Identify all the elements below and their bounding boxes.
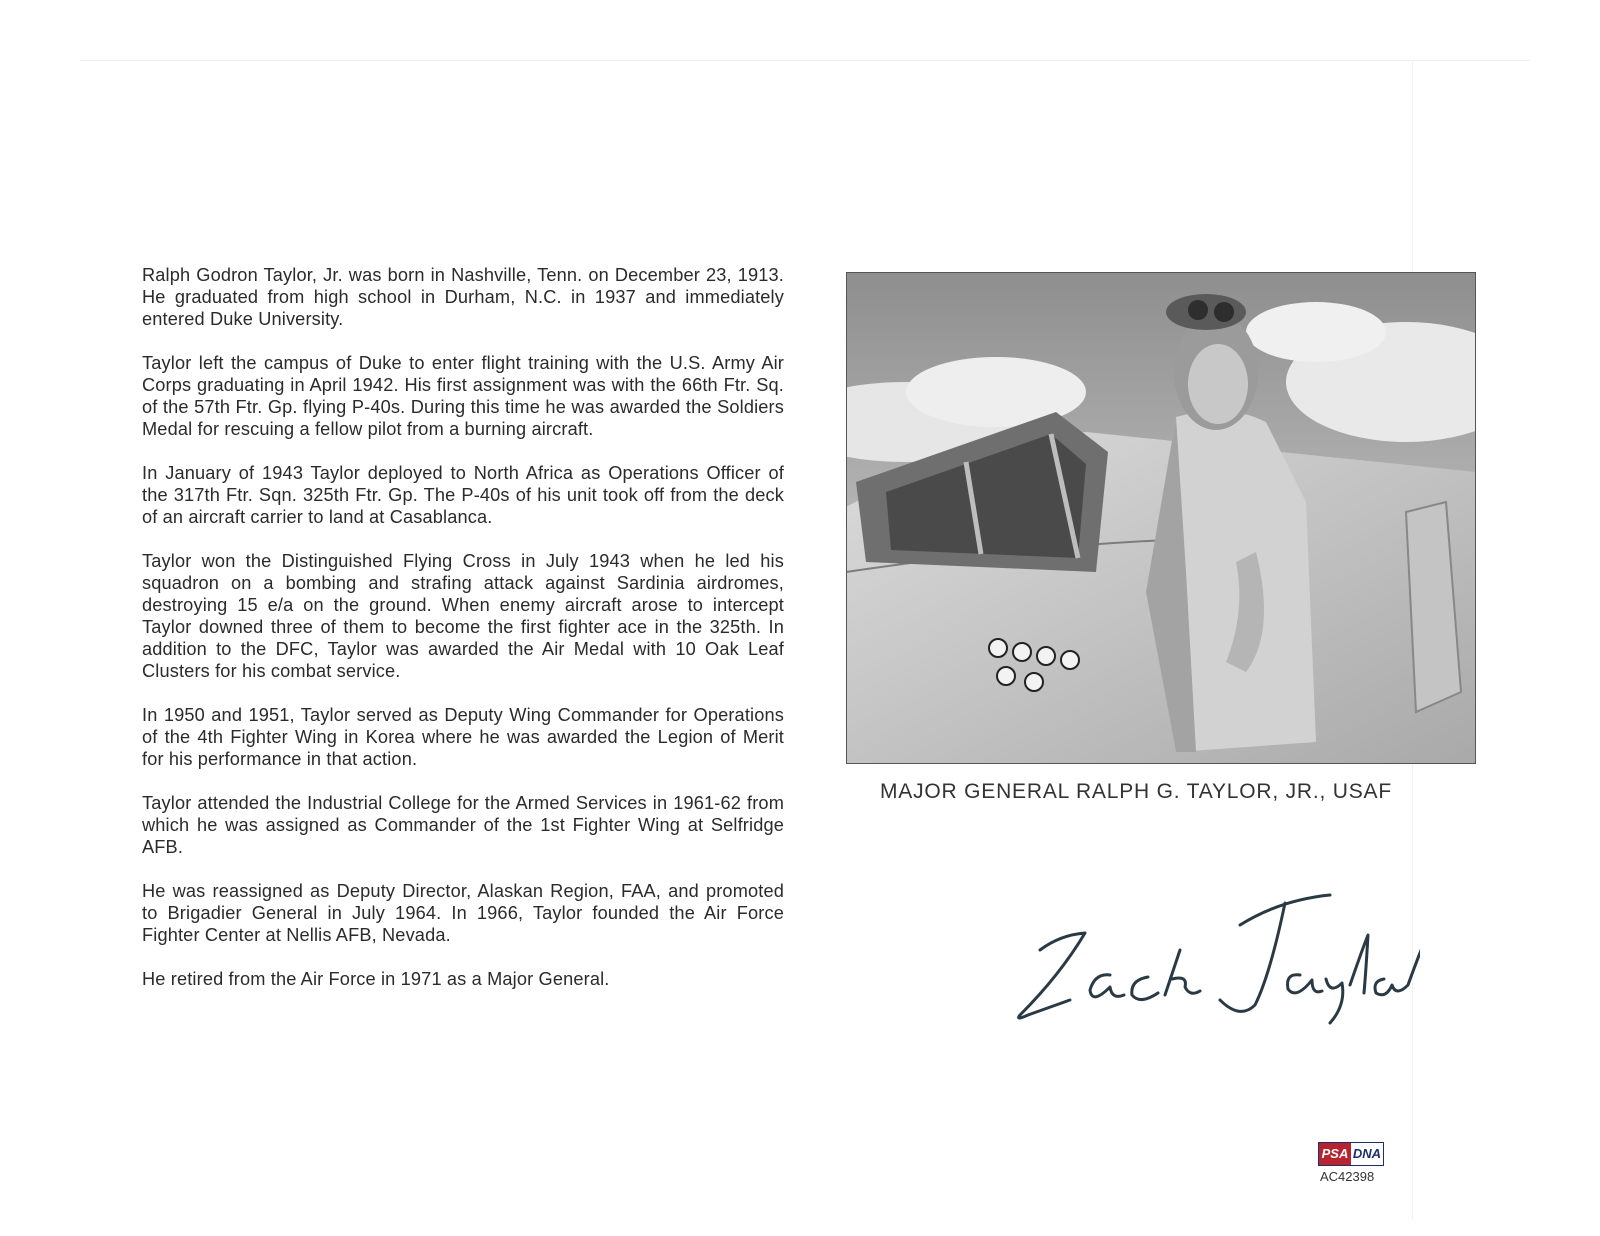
bio-paragraph: In January of 1943 Taylor deployed to North Africa as Operations Officer of the 317th Ftr. Sqn. 325th Ftr. Gp. The P-40s of his unit took off from the deck of an aircraft carrier to land at Casablanca. — [142, 463, 784, 527]
psa-logo-text: PSA — [1319, 1143, 1351, 1165]
bio-paragraph: He retired from the Air Force in 1971 as a Major General. — [142, 969, 610, 989]
psa-dna-logo — [1318, 1142, 1384, 1166]
dna-logo-text: DNA — [1351, 1143, 1383, 1165]
bio-paragraph: Taylor left the campus of Duke to enter flight training with the U.S. Army Air Corps graduating in April 1942. His first assignment was with the 66th Ftr. Sq. of the 57th Ftr. Gp. flying P-40s. During this time he was awarded the Soldiers Medal for rescuing a fellow pilot from a burning aircraft. — [142, 353, 784, 439]
bio-paragraph: In 1950 and 1951, Taylor served as Deputy Wing Commander for Operations of the 4th Fighter Wing in Korea where he was awarded the Legion of Merit for his performance in that action. — [142, 705, 784, 769]
autograph-signature — [1000, 855, 1420, 1025]
bio-paragraph: He was reassigned as Deputy Director, Alaskan Region, FAA, and promoted to Brigadier General in July 1964. In 1966, Taylor founded the Air Force Fighter Center at Nellis AFB, Nevada. — [142, 881, 784, 945]
pilot-photo — [846, 272, 1476, 764]
authentication-label — [1318, 1142, 1408, 1192]
photo-caption: MAJOR GENERAL RALPH G. TAYLOR, JR., USAF — [880, 780, 1392, 803]
bio-paragraph: Taylor attended the Industrial College for the Armed Services in 1961-62 from which he was assigned as Commander of the 1st Fighter Wing at Selfridge AFB. — [142, 793, 784, 857]
top-divider — [80, 60, 1530, 61]
bio-paragraph: Taylor won the Distinguished Flying Cross in July 1943 when he led his squadron on a bombing and strafing attack against Sardinia airdromes, destroying 15 e/a on the ground. When enemy aircraft arose to intercept Taylor downed three of them to become the first fighter ace in the 325th. In addition to the DFC, Taylor was awarded the Air Medal with 10 Oak Leaf Clusters for his combat service. — [142, 551, 784, 681]
certificate-number: AC42398 — [1320, 1169, 1375, 1184]
pilot-photo-illustration — [846, 272, 1476, 764]
bio-paragraph: Ralph Godron Taylor, Jr. was born in Nashville, Tenn. on December 23, 1913. He graduated from high school in Durham, N.C. in 1937 and immediately entered Duke University. — [142, 265, 784, 329]
biography-text — [142, 264, 784, 1012]
